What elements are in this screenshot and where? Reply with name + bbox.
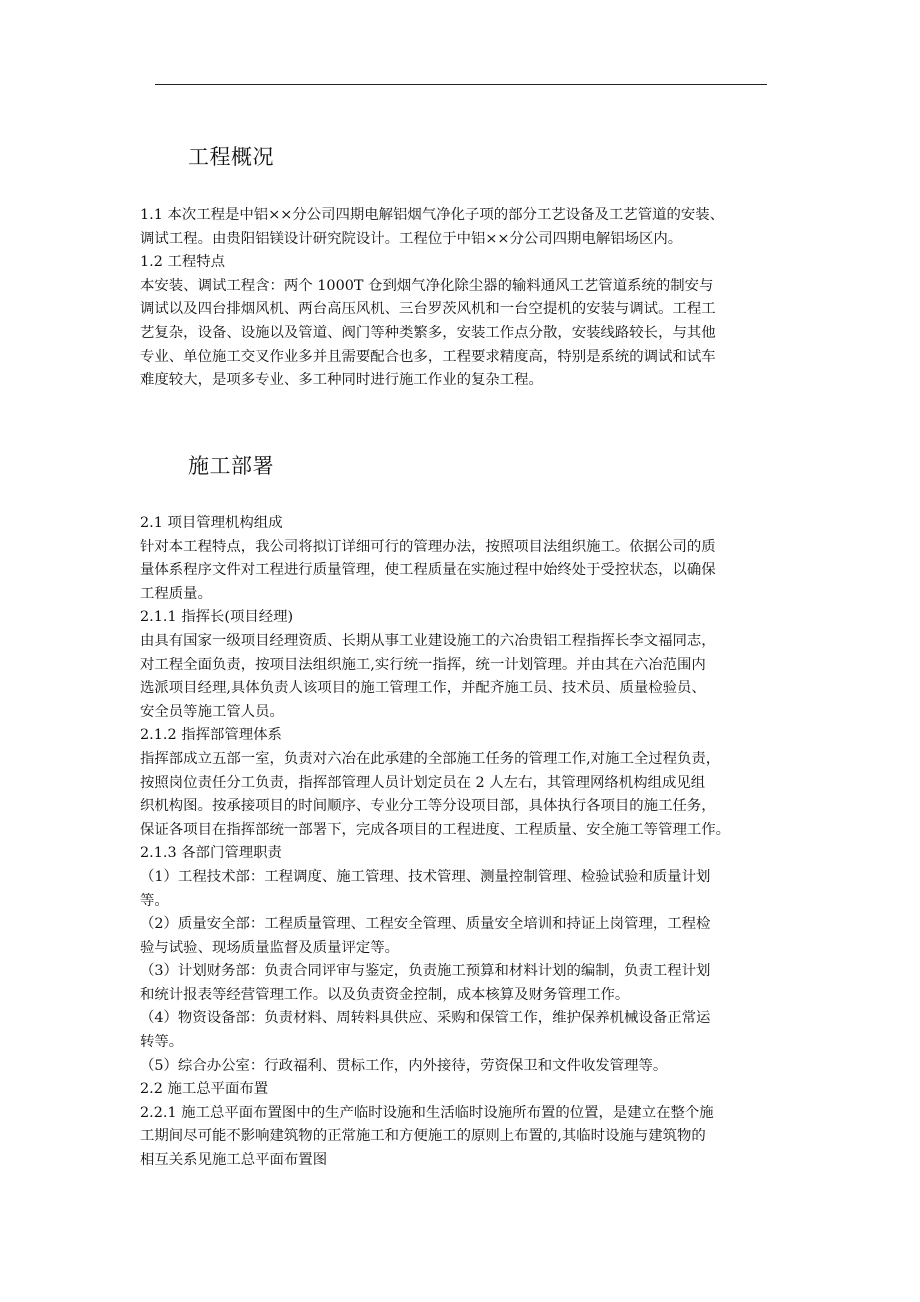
paragraph-line: 本安装、调试工程含：两个 1000T 仓到烟气净化除尘器的输料通风工艺管道系统的制安与 <box>140 277 714 294</box>
list-item-line: （1）工程技术部：工程调度、施工管理、技术管理、测量控制管理、检验试验和质量计划 <box>140 868 711 885</box>
list-item-line: （3）计划财务部：负责合同评审与鉴定，负责施工预算和材料计划的编制，负责工程计划 <box>140 963 711 980</box>
paragraph-line: 量体系程序文件对工程进行质量管理，使工程质量在实施过程中始终处于受控状态，以确保 <box>140 562 716 579</box>
list-item-line: （5）综合办公室：行政福利、贯标工作，内外接待，劳资保卫和文件收发管理等。 <box>140 1057 668 1074</box>
paragraph-line: 艺复杂，设备、设施以及管道、阀门等种类繁多，安装工作点分散，安装线路较长，与其他 <box>140 324 716 341</box>
list-item-line: （4）物资设备部：负责材料、周转料具供应、采购和保管工作，维护保养机械设备正常运 <box>140 1010 711 1027</box>
subheading-line: 2.2 施工总平面布置 <box>140 1081 269 1098</box>
list-item-line: 和统计报表等经营管理工作。以及负责资金控制，成本核算及财务管理工作。 <box>140 986 630 1003</box>
list-item-line: 验与试验、现场质量监督及质量评定等。 <box>140 939 400 956</box>
list-item-line: 转等。 <box>140 1034 184 1051</box>
section-body-deployment <box>140 512 790 1173</box>
subheading-line: 2.1.2 指挥部管理体系 <box>140 727 282 744</box>
paragraph-line: 2.2.1 施工总平面布置图中的生产临时设施和生活临时设施所布置的位置，是建立在整个施 <box>140 1104 714 1121</box>
header-rule <box>155 84 767 85</box>
paragraph-line: 由具有国家一级项目经理资质、长期从事工业建设施工的六冶贵铝工程指挥长李文福同志， <box>140 632 716 649</box>
paragraph-line: 指挥部成立五部一室，负责对六冶在此承建的全部施工任务的管理工作,对施工全过程负责， <box>140 750 721 767</box>
subheading-line: 1.2 工程特点 <box>140 254 226 271</box>
section-heading-overview: 工程概况 <box>188 145 274 169</box>
list-item-line: （2）质量安全部：工程质量管理、工程安全管理、质量安全培训和持证上岗管理，工程检 <box>140 916 711 933</box>
paragraph-line: 工程质量。 <box>140 585 212 602</box>
section-heading-deployment: 施工部署 <box>188 454 274 478</box>
paragraph-line: 按照岗位责任分工负责，指挥部管理人员计划定员在 2 人左右，其管理网络机构组成见组 <box>140 774 706 791</box>
paragraph-line: 针对本工程特点，我公司将拟订详细可行的管理办法，按照项目法组织施工。依据公司的质 <box>140 538 716 555</box>
paragraph-line: 调试工程。由贵阳铝镁设计研究院设计。工程位于中铝××分公司四期电解铝场区内。 <box>140 230 683 247</box>
subheading-line: 2.1.1 指挥长(项目经理) <box>140 609 294 626</box>
paragraph-line: 工期间尽可能不影响建筑物的正常施工和方便施工的原则上布置的,其临时设施与建筑物的 <box>140 1128 706 1145</box>
paragraph-line: 专业、单位施工交叉作业多并且需要配合也多，工程要求精度高，特别是系统的调试和试车 <box>140 348 716 365</box>
paragraph-line: 1.1 本次工程是中铝××分公司四期电解铝烟气净化子项的部分工艺设备及工艺管道的安装、 <box>140 207 725 223</box>
section-body-overview <box>140 204 790 393</box>
subheading-line: 2.1 项目管理机构组成 <box>140 515 283 531</box>
paragraph-line: 相互关系见施工总平面布置图 <box>140 1152 328 1169</box>
paragraph-line: 对工程全面负责，按项目法组织施工,实行统一指挥，统一计划管理。并由其在六冶范围内 <box>140 656 706 673</box>
list-item-line: 等。 <box>140 892 169 909</box>
paragraph-line: 保证各项目在指挥部统一部署下，完成各项目的工程进度、工程质量、安全施工等管理工作。 <box>140 821 731 838</box>
subheading-line: 2.1.3 各部门管理职责 <box>140 845 282 862</box>
paragraph-line: 难度较大，是项多专业、多工种同时进行施工作业的复杂工程。 <box>140 372 543 389</box>
paragraph-line: 调试以及四台排烟风机、两台高压风机、三台罗茨风机和一台空提机的安装与调试。工程工 <box>140 301 716 318</box>
paragraph-line: 选派项目经理,具体负责人该项目的施工管理工作，并配齐施工员、技术员、质量检验员、 <box>140 680 706 697</box>
paragraph-line: 安全员等施工管人员。 <box>140 703 284 720</box>
paragraph-line: 织机构图。按承接项目的时间顺序、专业分工等分设项目部，具体执行各项目的施工任务， <box>140 798 716 815</box>
